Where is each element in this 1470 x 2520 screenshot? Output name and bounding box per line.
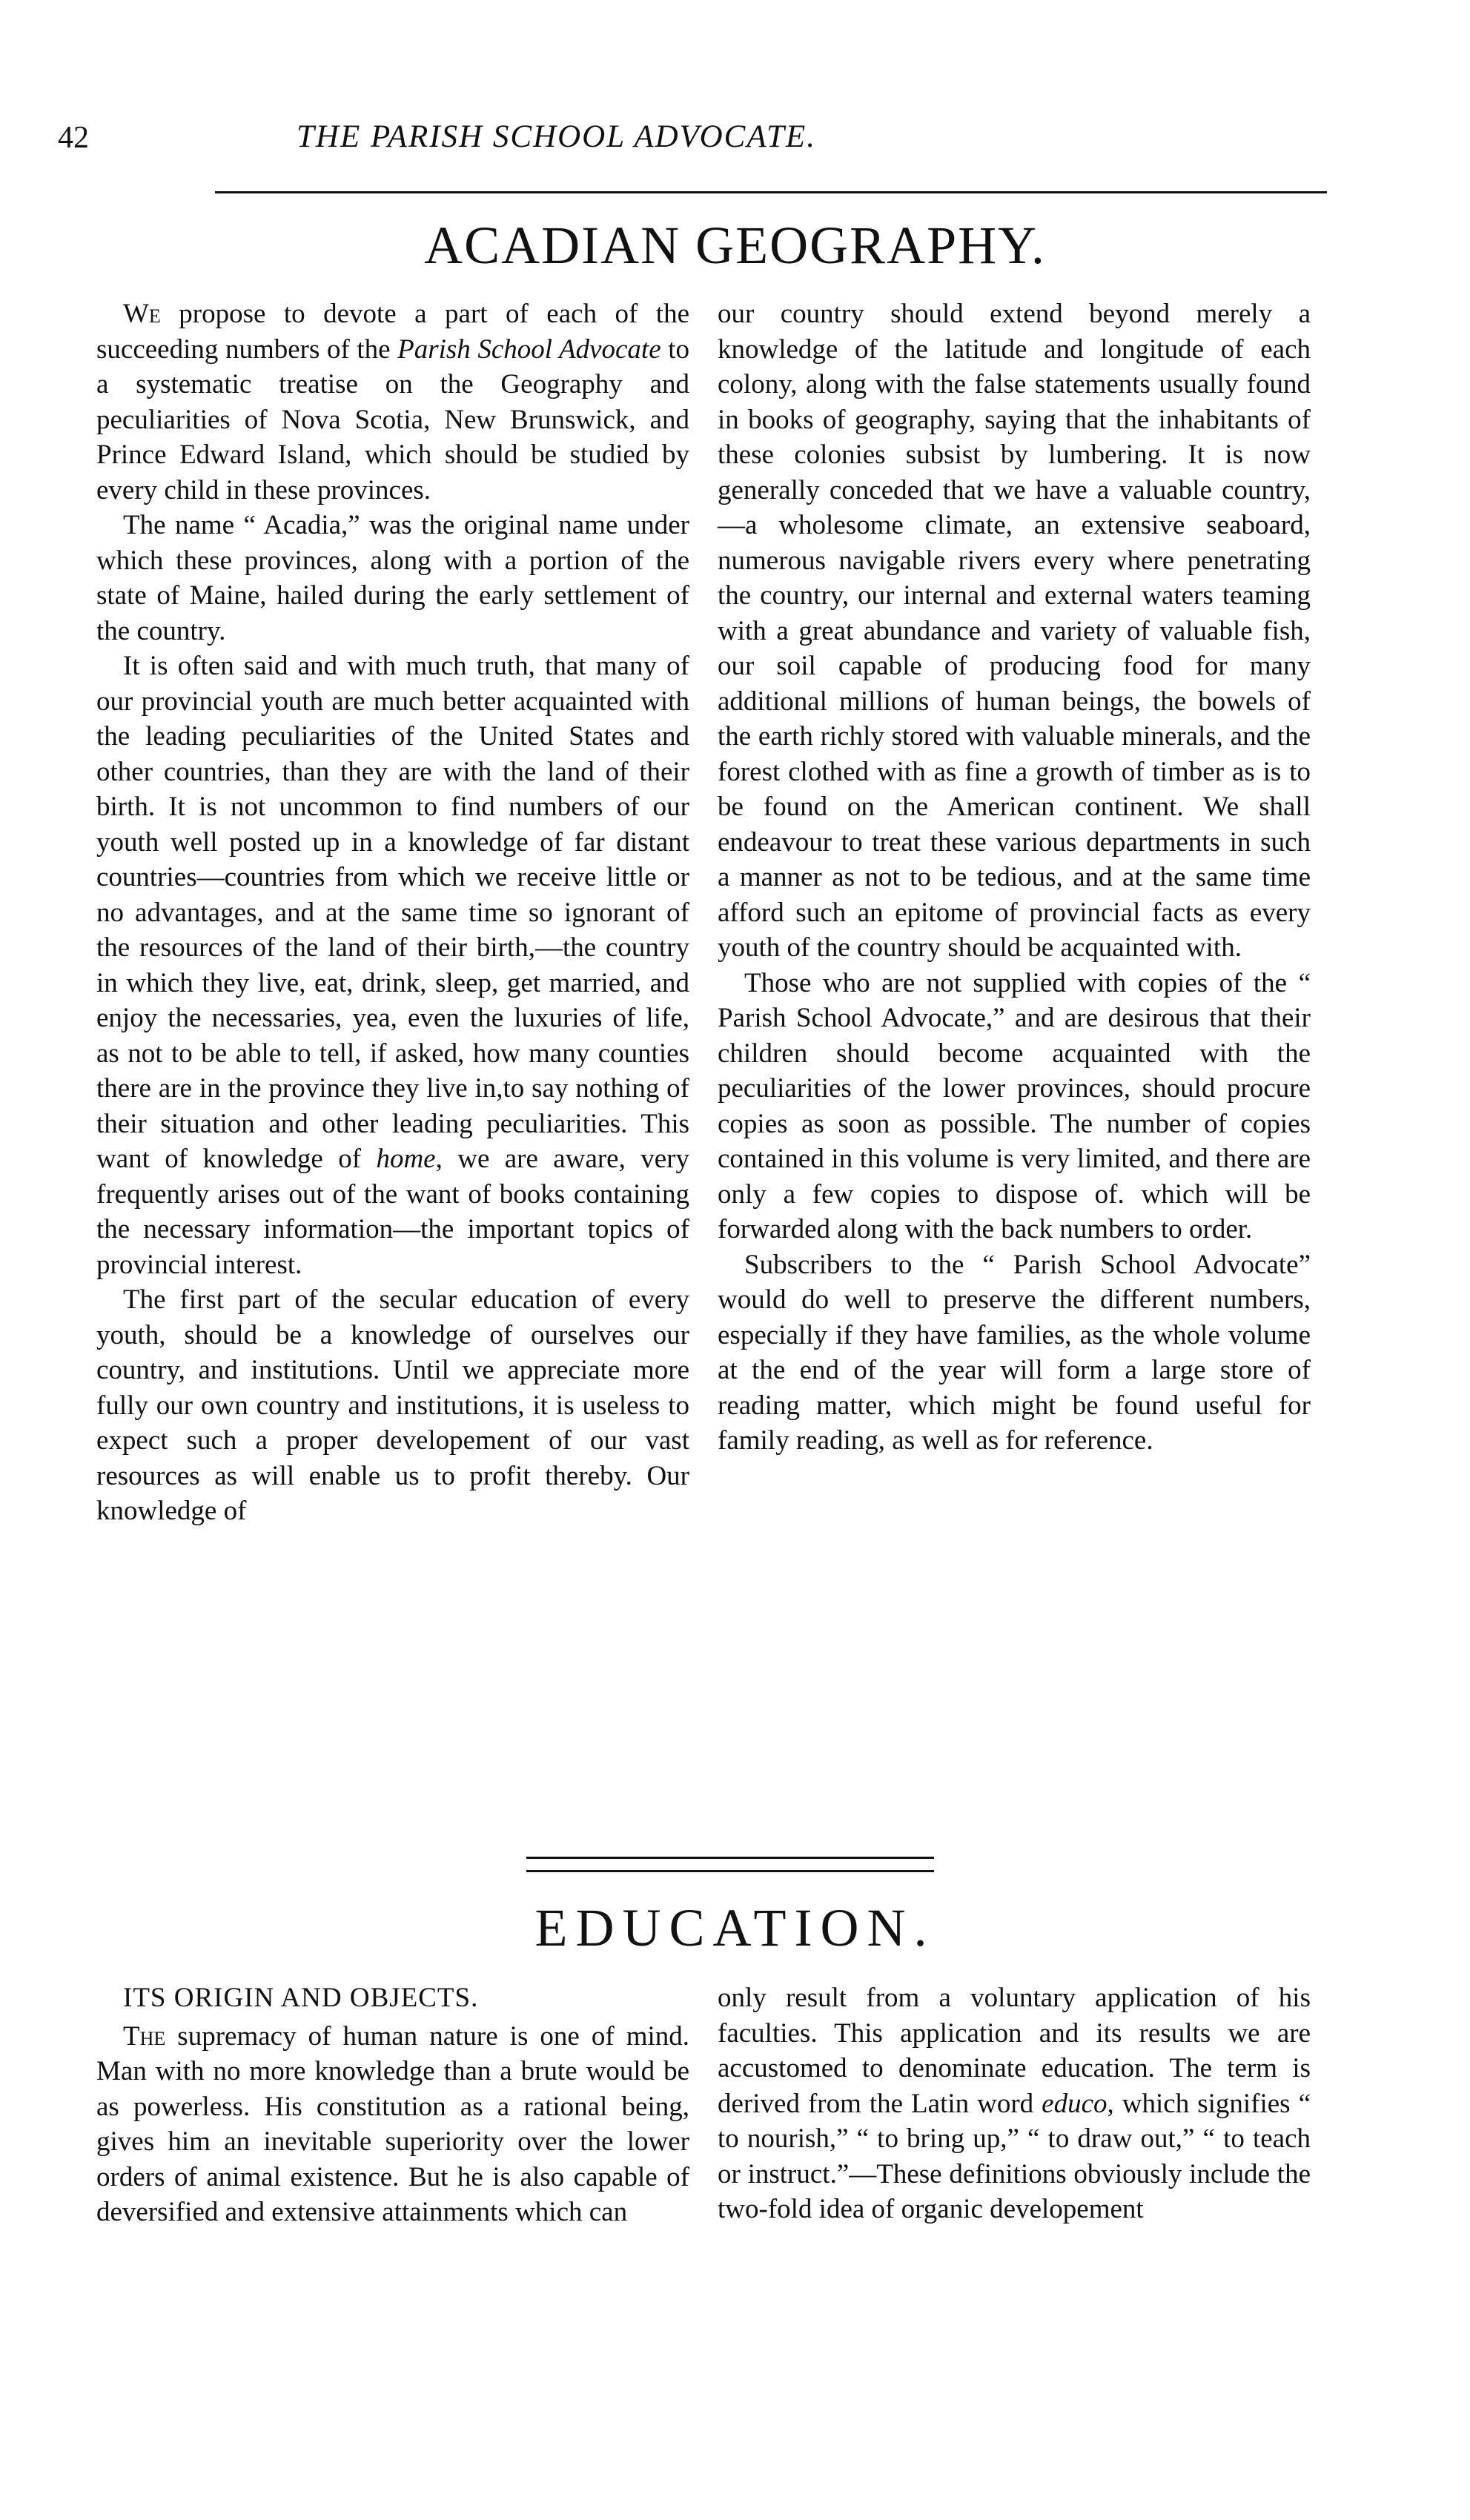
text: only result from a voluntary application of his faculties. This application and its results we are accustomed to denominate education. The term is derived from the Latin word bbox=[718, 1983, 1311, 2119]
text: , which signifies “ to nourish,” “ to bring up,” “ to draw out,” “ to teach or instruct.”—These definitions obviously include the two-fold idea of organic developement bbox=[718, 2088, 1311, 2224]
paragraph: Those who are not supplied with copies of the “ Parish School Advocate,” and are desirous that their children should become acquainted with the peculiarities of the lower provinces, should procure copies as soon as possible. The number of copies contained in this volume is very limited, and there are only a few copies to dispose of. which will be forwarded along with the back numbers to order. bbox=[718, 967, 1311, 1244]
header-rule bbox=[215, 191, 1327, 193]
column-3 bbox=[96, 1980, 689, 2230]
section-divider bbox=[526, 1857, 934, 1872]
paragraph bbox=[96, 649, 689, 1282]
column-4 bbox=[718, 1980, 1311, 2227]
paragraph bbox=[96, 296, 689, 508]
italic-text: educo bbox=[1042, 2088, 1108, 2119]
italic-text: home bbox=[376, 1144, 436, 1174]
running-title: THE PARISH SCHOOL ADVOCATE. bbox=[297, 119, 816, 154]
column-2 bbox=[718, 296, 1311, 1459]
text: It is often said and with much truth, that many of our provincial youth are much better acquainted with the leading peculiarities of the United States and other countries, than they are with the land of their birth. It is not uncommon to find numbers of our youth well posted up in a knowledge of far distant countries—countries from which we receive little or no advantages, and at the same time so ignorant of the resources of the land of their birth,—the country in which they live, eat, drink, sleep, get married, and enjoy the necessaries, yea, even the luxuries of life, as not to be able to tell, if asked, how many counties there are in the province they live in,to say nothing of their situation and other leading peculiarities. This want of knowledge of bbox=[96, 651, 689, 1174]
paragraph bbox=[96, 2019, 689, 2230]
lead-word: We bbox=[123, 299, 161, 329]
paragraph: our country should extend beyond merely a knowledge of the latitude and longitude of each colony, along with the false statements usually found in books of geography, saying that the inhabitants of these colonies subsist by lumbering. It is now generally conceded that we have a valuable country,—a wholesome climate, an extensive seaboard, numerous navigable rivers every where penetrating the country, our internal and external waters teaming with a great abundance and variety of valuable fish, our soil capable of producing food for many additional millions of human beings, the bowels of the earth richly stored with valuable minerals, and the forest clothed with as fine a growth of timber as is to be found on the American continent. We shall endeavour to treat these various departments in such a manner as not to be tedious, and at the same time afford such an epitome of provincial facts as every youth of the country should be acquainted with. bbox=[718, 299, 1311, 963]
section-title-education: EDUCATION. bbox=[534, 1898, 936, 1957]
text: supremacy of human nature is one of mind. Man with no more knowledge than a brute would be as powerless. His constitution as a rational being, gives him an inevitable superiority over the lower orders of animal existence. But he is also capable of deversified and extensive attainments which can bbox=[96, 2020, 689, 2227]
italic-text: Parish School Advocate bbox=[397, 334, 661, 365]
paragraph: The first part of the secular education of every youth, should be a knowledge of ourselves our country, and institutions. Until we appreciate more fully our own country and institutions, it is useless to expect such a proper developement of our vast resources as will enable us to profit thereby. Our knowledge of bbox=[96, 1284, 689, 1526]
column-1 bbox=[96, 296, 689, 1529]
subheading: ITS ORIGIN AND OBJECTS. bbox=[123, 1983, 479, 2013]
paragraph: The name “ Acadia,” was the original name under which these provinces, along with a portion of the state of Maine, hailed during the early settlement of the country. bbox=[96, 510, 689, 646]
page-number: 42 bbox=[58, 121, 89, 155]
lead-word: The bbox=[123, 2020, 166, 2052]
paragraph bbox=[718, 1980, 1311, 2227]
text: to a systematic treatise on the Geography and peculiarities of Nova Scotia, New Brunswick, and Prince Edward Island, which should be studied by every child in these provinces. bbox=[96, 334, 689, 505]
section-title-acadian: ACADIAN GEOGRAPHY. bbox=[424, 216, 1046, 275]
text: propose to devote a part of each of the succeeding numbers of the bbox=[96, 299, 689, 365]
paragraph: Subscribers to the “ Parish School Advocate” would do well to preserve the different numbers, especially if they have families, as the whole volume at the end of the year will form a large store of reading matter, which might be found useful for family reading, as well as for reference. bbox=[718, 1249, 1311, 1456]
text: , we are aware, very frequently arises out of the want of books containing the necessary information—the important topics of provincial interest. bbox=[96, 1144, 689, 1280]
